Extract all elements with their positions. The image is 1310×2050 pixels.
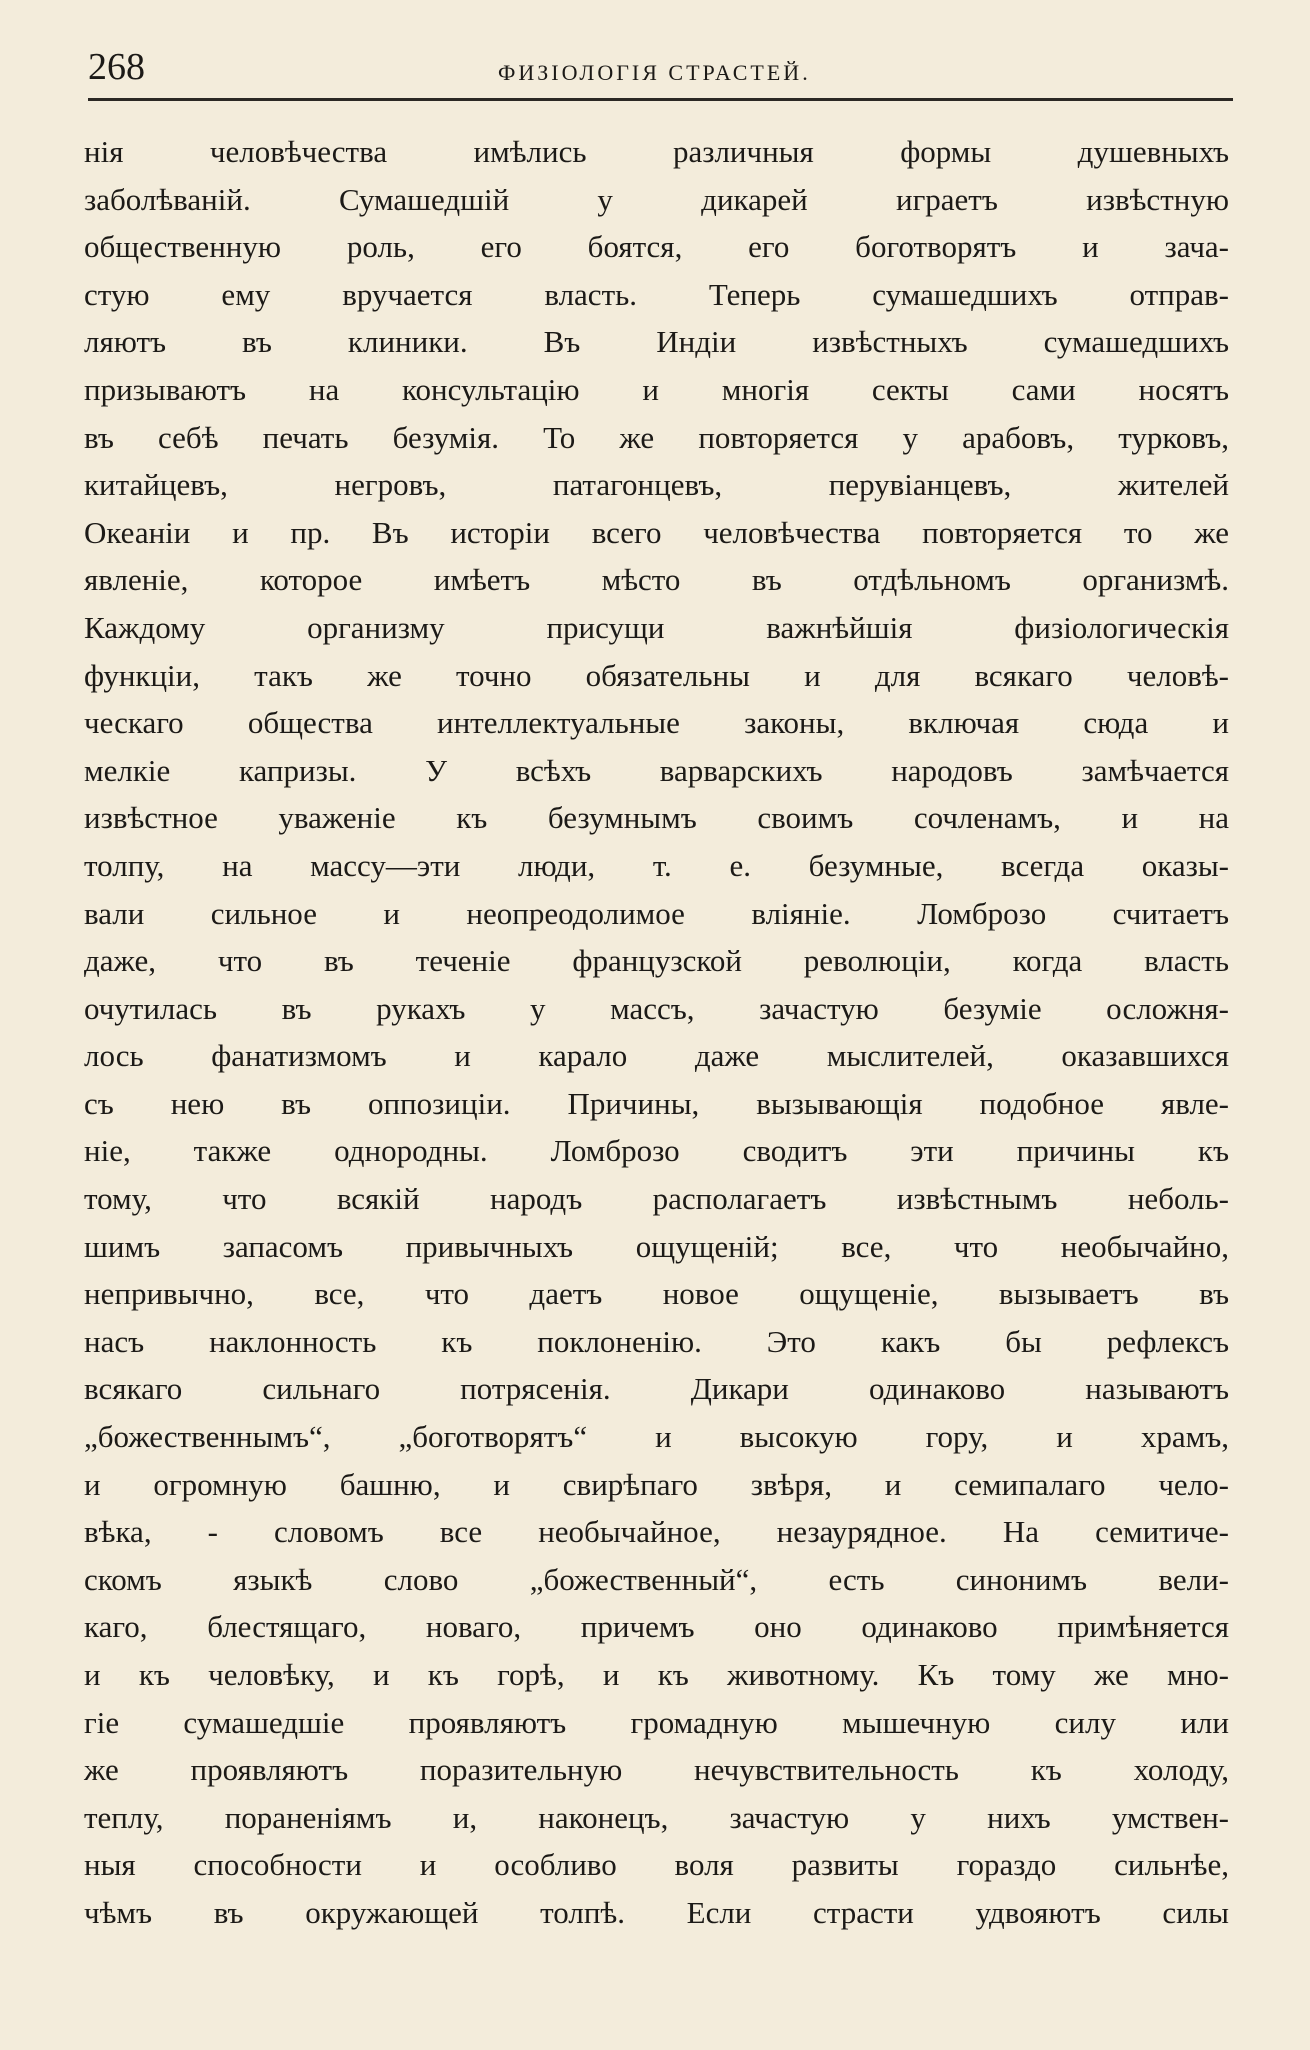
page-number: 268 bbox=[88, 46, 145, 88]
text-line: функціи, такъ же точно обязательны и для всякаго человѣ- bbox=[84, 657, 1229, 693]
text-line: стую ему вручается власть. Теперь сумашедшихъ отправ- bbox=[84, 276, 1229, 312]
body-text bbox=[84, 128, 1229, 1937]
text-line: ныя способности и особливо воля развиты гораздо сильнѣе, bbox=[84, 1847, 1229, 1883]
text-line: шимъ запасомъ привычныхъ ощущеній; все, что необычайно, bbox=[84, 1228, 1229, 1264]
text-line: каго, блестящаго, новаго, причемъ оно одинаково примѣняется bbox=[84, 1609, 1229, 1645]
text-line: даже, что въ теченіе французской революціи, когда власть bbox=[84, 943, 1229, 979]
text-line: всякаго сильнаго потрясенія. Дикари одинаково называютъ bbox=[84, 1371, 1229, 1407]
text-line: въ себѣ печать безумія. То же повторяется у арабовъ, турковъ, bbox=[84, 419, 1229, 455]
text-line: теплу, пораненіямъ и, наконецъ, зачастую у нихъ умствен- bbox=[84, 1799, 1229, 1835]
text-line: скомъ языкѣ слово „божественный“, есть синонимъ вели- bbox=[84, 1561, 1229, 1597]
text-line: Океаніи и пр. Въ исторіи всего человѣчества повторяется то же bbox=[84, 514, 1229, 550]
text-line: мелкіе капризы. У всѣхъ варварскихъ народовъ замѣчается bbox=[84, 752, 1229, 788]
text-line: очутилась въ рукахъ у массъ, зачастую безуміе осложня- bbox=[84, 990, 1229, 1026]
text-line: извѣстное уваженіе къ безумнымъ своимъ сочленамъ, и на bbox=[84, 800, 1229, 836]
text-line: заболѣваній. Сумашедшій у дикарей играетъ извѣстную bbox=[84, 181, 1229, 217]
text-line: насъ наклонность къ поклоненію. Это какъ бы рефлексъ bbox=[84, 1323, 1229, 1359]
text-line: тому, что всякій народъ располагаетъ извѣстнымъ неболь- bbox=[84, 1181, 1229, 1217]
text-line: „божественнымъ“, „боготворятъ“ и высокую гору, и храмъ, bbox=[84, 1419, 1229, 1455]
text-line: Каждому организму присущи важнѣйшія физіологическія bbox=[84, 609, 1229, 645]
text-line: явленіе, которое имѣетъ мѣсто въ отдѣльномъ организмѣ. bbox=[84, 562, 1229, 598]
text-line: китайцевъ, негровъ, патагонцевъ, перувіанцевъ, жителей bbox=[84, 467, 1229, 503]
text-line: же проявляютъ поразительную нечувствительность къ холоду, bbox=[84, 1752, 1229, 1788]
text-line: непривычно, все, что даетъ новое ощущеніе, вызываетъ въ bbox=[84, 1276, 1229, 1312]
running-title: ФИЗІОЛОГІЯ СТРАСТЕЙ. bbox=[498, 60, 811, 85]
text-line: гіе сумашедшіе проявляютъ громадную мышечную силу или bbox=[84, 1704, 1229, 1740]
text-line: чѣмъ въ окружающей толпѣ. Если страсти удвояютъ силы bbox=[84, 1894, 1229, 1930]
text-line: съ нею въ оппозиціи. Причины, вызывающія подобное явле- bbox=[84, 1085, 1229, 1121]
text-line: и огромную башню, и свирѣпаго звѣря, и семипалаго чело- bbox=[84, 1466, 1229, 1502]
text-line: вали сильное и неопреодолимое вліяніе. Ломброзо считаетъ bbox=[84, 895, 1229, 931]
text-line: нія человѣчества имѣлись различныя формы душевныхъ bbox=[84, 134, 1229, 169]
text-line: ляютъ въ клиники. Въ Индіи извѣстныхъ сумашедшихъ bbox=[84, 324, 1229, 360]
text-line: и къ человѣку, и къ горѣ, и къ животному. Къ тому же мно- bbox=[84, 1657, 1229, 1692]
running-header bbox=[88, 42, 1233, 101]
text-line: призываютъ на консультацію и многія секты сами носятъ bbox=[84, 371, 1229, 407]
text-line: толпу, на массу—эти люди, т. е. безумные, всегда оказы- bbox=[84, 847, 1229, 883]
text-line: лось фанатизмомъ и карало даже мыслителей, оказавшихся bbox=[84, 1038, 1229, 1074]
text-line: вѣка, - словомъ все необычайное, незаурядное. На семитиче- bbox=[84, 1514, 1229, 1550]
text-line: ніе, также однородны. Ломброзо сводитъ эти причины къ bbox=[84, 1133, 1229, 1169]
text-line: общественную роль, его боятся, его боготворятъ и зача- bbox=[84, 229, 1229, 265]
text-line: ческаго общества интеллектуальные законы, включая сюда и bbox=[84, 705, 1229, 741]
